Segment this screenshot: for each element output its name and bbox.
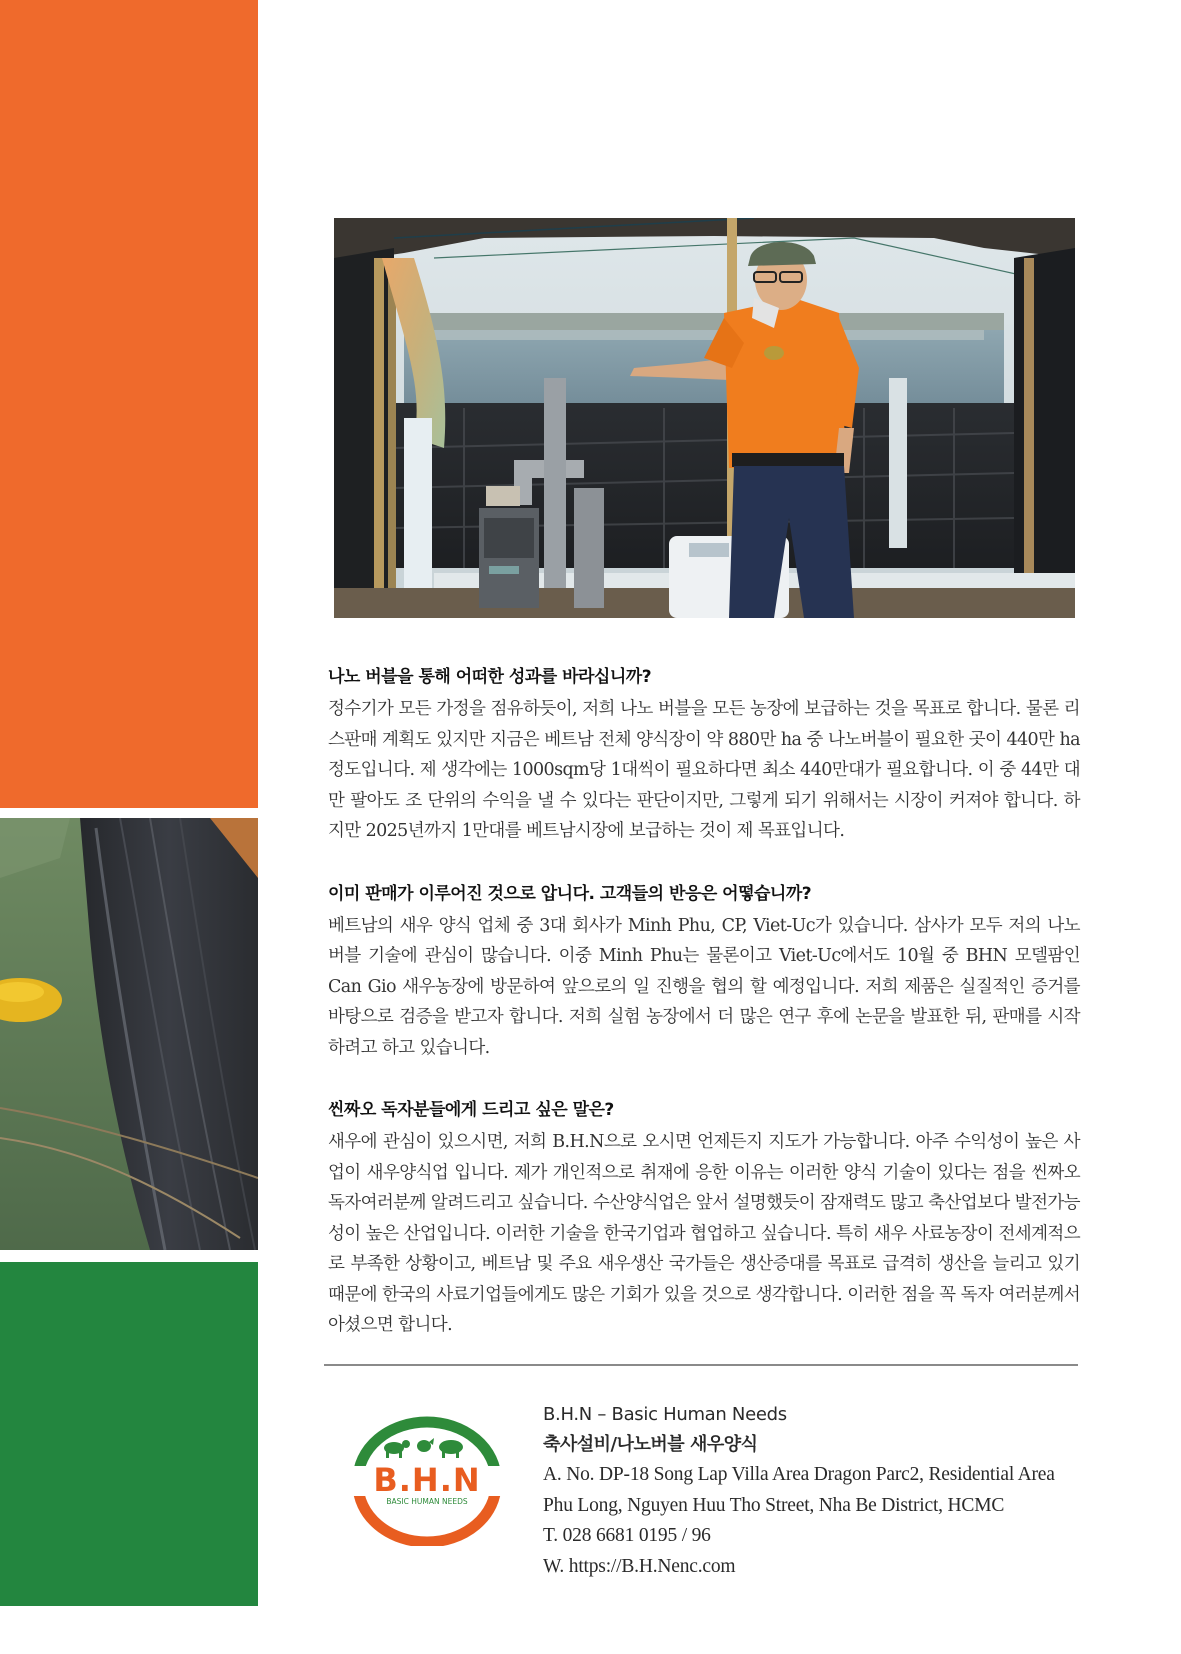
interview-article: [328, 664, 1080, 1375]
hero-photo: [334, 218, 1075, 618]
pond-liner-photo: [0, 818, 258, 1250]
question-heading: 이미 판매가 이루어진 것으로 압니다. 고객들의 반응은 어떻습니까?: [328, 883, 812, 904]
question-heading: 나노 버블을 통해 어떠한 성과를 바라십니까?: [328, 667, 652, 687]
qa-section: [328, 881, 1080, 1064]
qa-section: [328, 664, 1080, 847]
question-heading: 씬짜오 독자분들에게 드리고 싶은 말은?: [328, 1100, 614, 1120]
footer-divider: [324, 1364, 1078, 1366]
company-tagline: 축사설비/나노버블 새우양식: [543, 1434, 758, 1455]
contact-block: [543, 1400, 1083, 1582]
answer-paragraph: 정수기가 모든 가정을 점유하듯이, 저희 나노 버블을 모든 농장에 보급하는 것을 목표로 합니다. 물론 리스판매 계획도 있지만 지금은 베트남 전체 양식장이 약 880만 ha 중 나노버블이 필요한 곳이 440만 ha 정도입니다. 제 생각에는 1000sqm당 1대씩이 필요하다면 최소 440만대가 필요합니다. 이 중 44만 대만 팔아도 조 단위의 수익을 낼 수 있다는 판단이지만, 그렇게 되기 위해서는 시장이 커져야 합니다. 하지만 2025년까지 1만대를 베트남시장에 보급하는 것이 제 목표입니다.: [328, 699, 1080, 841]
company-name: B.H.N – Basic Human Needs: [543, 1404, 787, 1425]
logo-subtitle: BASIC HUMAN NEEDS: [386, 1497, 468, 1506]
website-link[interactable]: W. https://B.H.Nenc.com: [543, 1555, 736, 1577]
answer-paragraph: 베트남의 새우 양식 업체 중 3대 회사가 Minh Phu, CP, Viet-Uc가 있습니다. 삼사가 모두 저의 나노 버블 기술에 관심이 많습니다. 이중 Minh Phu는 물론이고 Viet-Uc에서도 10월 중 BHN 모델팜인 Can Gio 새우농장에 방문하여 앞으로의 일 진행을 협의 할 예정입니다. 저희 제품은 실질적인 증거를 바탕으로 검증을 받고자 합니다. 저희 실험 농장에서 더 많은 연구 후에 논문을 발표한 뒤, 판매를 시작하려고 하고 있습니다.: [328, 915, 1080, 1058]
left-orange-band: [0, 0, 258, 808]
bhn-logo: [336, 1414, 518, 1546]
phone-number: T. 028 6681 0195 / 96: [543, 1525, 711, 1546]
address-line-2: Phu Long, Nguyen Huu Tho Street, Nha Be District, HCMC: [543, 1494, 1005, 1516]
qa-section: [328, 1097, 1080, 1341]
left-green-band: [0, 1262, 258, 1606]
logo-letters: B.H.N: [373, 1461, 481, 1499]
address-line-1: A. No. DP-18 Song Lap Villa Area Dragon Parc2, Residential Area: [543, 1464, 1055, 1485]
answer-paragraph: 새우에 관심이 있으시면, 저희 B.H.N으로 오시면 언제든지 지도가 가능합니다. 아주 수익성이 높은 사업이 새우양식업 입니다. 제가 개인적으로 취재에 응한 이유는 이러한 양식 기술이 있다는 점을 씬짜오 독자여러분께 알려드리고 싶습니다. 수산양식업은 앞서 설명했듯이 잠재력도 많고 축산업보다 발전가능성이 높은 산업입니다. 이러한 기술을 한국기업과 협업하고 싶습니다. 특히 새우 사료농장이 전세계적으로 부족한 상황이고, 베트남 및 주요 새우생산 국가들은 생산증대를 목표로 급격히 생산을 늘리고 있기 때문에 한국의 사료기업들에게도 많은 기회가 있을 것으로 생각합니다. 이러한 점을 꼭 독자 여러분께서 아셨으면 합니다.: [328, 1132, 1080, 1335]
